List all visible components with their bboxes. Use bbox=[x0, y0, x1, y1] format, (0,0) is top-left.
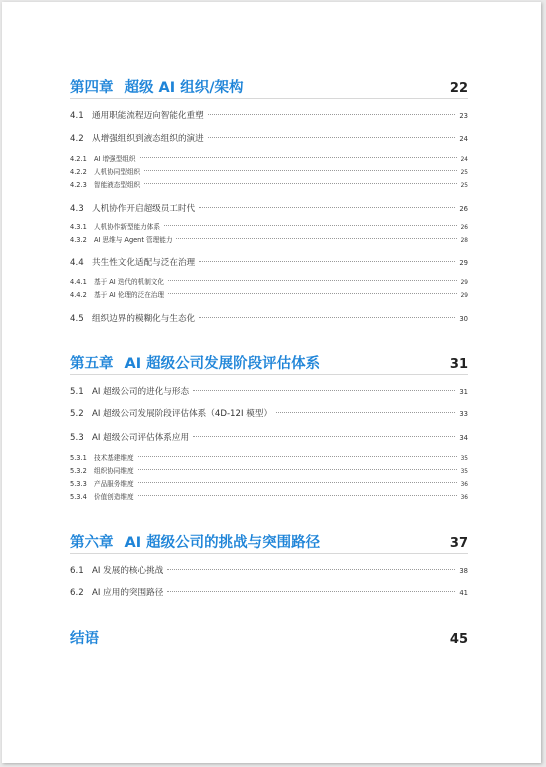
page-number: 24 bbox=[459, 135, 468, 143]
section-title: 组织边界的模糊化与生态化 bbox=[92, 314, 196, 324]
page-number: 22 bbox=[449, 81, 468, 96]
section-number: 4.5 bbox=[70, 314, 84, 324]
subsection-number: 4.3.2 bbox=[70, 236, 87, 244]
toc-subsection-4-2-1[interactable] bbox=[70, 153, 468, 163]
dot-leader bbox=[176, 238, 456, 239]
toc-subsection-4-3-1[interactable] bbox=[70, 221, 468, 231]
toc-subsection-4-2-3[interactable] bbox=[70, 179, 468, 189]
page-number: 25 bbox=[460, 183, 468, 189]
section-number: 5.2 bbox=[70, 409, 84, 419]
toc-subsection-5-3-2[interactable] bbox=[70, 465, 468, 475]
chapter-divider bbox=[70, 98, 468, 99]
dot-leader bbox=[208, 137, 456, 138]
page-number: 36 bbox=[460, 482, 468, 488]
subsection-title: 技术基建维度 bbox=[94, 454, 134, 462]
dot-leader bbox=[138, 482, 457, 483]
dot-leader bbox=[144, 170, 456, 171]
subsection-number: 5.3.4 bbox=[70, 493, 87, 501]
page-number: 31 bbox=[459, 388, 468, 396]
subsection-title: 价值创造维度 bbox=[94, 493, 134, 501]
toc-chapter-5[interactable] bbox=[70, 352, 468, 373]
dot-leader bbox=[199, 261, 455, 262]
toc-section-4-2[interactable] bbox=[70, 132, 468, 144]
section-number: 5.3 bbox=[70, 433, 84, 443]
page-number: 29 bbox=[460, 293, 468, 299]
dot-leader bbox=[138, 456, 457, 457]
subsection-title: AI 思维与 Agent 管理能力 bbox=[94, 236, 173, 244]
section-title: 通用职能流程迈向智能化重塑 bbox=[92, 111, 204, 121]
subsection-number: 5.3.1 bbox=[70, 454, 87, 462]
section-number: 5.1 bbox=[70, 387, 84, 397]
section-number: 4.1 bbox=[70, 111, 84, 121]
page-number: 41 bbox=[459, 589, 468, 597]
page-number: 24 bbox=[460, 157, 468, 163]
section-title: AI 发展的核心挑战 bbox=[92, 566, 164, 576]
dot-leader bbox=[168, 280, 457, 281]
subsection-title: 人机协作新型能力体系 bbox=[94, 223, 160, 231]
subsection-number: 4.4.1 bbox=[70, 278, 87, 286]
toc-section-5-2[interactable] bbox=[70, 407, 468, 419]
page-number: 37 bbox=[449, 536, 468, 551]
toc-section-5-1[interactable] bbox=[70, 385, 468, 397]
section-number: 6.2 bbox=[70, 588, 84, 598]
page-number: 29 bbox=[459, 259, 468, 267]
section-title: 人机协作开启超级员工时代 bbox=[92, 204, 196, 214]
toc-section-4-3[interactable] bbox=[70, 202, 468, 214]
chapter-number: 第四章 bbox=[70, 80, 114, 96]
subsection-number: 5.3.2 bbox=[70, 467, 87, 475]
chapter-title: 超级 AI 组织/架构 bbox=[124, 80, 244, 96]
section-number: 4.2 bbox=[70, 134, 84, 144]
section-number: 4.3 bbox=[70, 204, 84, 214]
subsection-number: 4.4.2 bbox=[70, 291, 87, 299]
page-number: 34 bbox=[459, 434, 468, 442]
subsection-title: 基于 AI 迭代的机制文化 bbox=[94, 278, 164, 286]
subsection-number: 4.3.1 bbox=[70, 223, 87, 231]
page-number: 26 bbox=[459, 205, 468, 213]
toc-section-5-3[interactable] bbox=[70, 431, 468, 443]
page-number: 25 bbox=[460, 170, 468, 176]
dot-leader bbox=[199, 207, 455, 208]
toc-chapter-6[interactable] bbox=[70, 531, 468, 552]
page-number: 28 bbox=[460, 238, 468, 244]
toc-subsection-5-3-3[interactable] bbox=[70, 478, 468, 488]
chapter-number: 第五章 bbox=[70, 356, 114, 372]
subsection-title: AI 增强型组织 bbox=[94, 155, 136, 163]
dot-leader bbox=[208, 114, 456, 115]
chapter-divider bbox=[70, 553, 468, 554]
toc-section-6-1[interactable] bbox=[70, 564, 468, 576]
section-title: 共生性文化适配与泛在治理 bbox=[92, 258, 196, 268]
section-title: AI 超级公司的进化与形态 bbox=[92, 387, 190, 397]
document-page bbox=[2, 2, 541, 763]
chapter-number: 第六章 bbox=[70, 535, 114, 551]
page-number: 31 bbox=[449, 357, 468, 372]
dot-leader bbox=[276, 412, 455, 413]
toc-subsection-4-3-2[interactable] bbox=[70, 234, 468, 244]
section-title: 从增强组织到液态组织的演进 bbox=[92, 134, 204, 144]
toc-section-4-1[interactable] bbox=[70, 109, 468, 121]
section-title: AI 应用的突围路径 bbox=[92, 588, 164, 598]
subsection-title: 产品服务维度 bbox=[94, 480, 134, 488]
dot-leader bbox=[138, 495, 457, 496]
toc-section-6-2[interactable] bbox=[70, 586, 468, 598]
dot-leader bbox=[167, 569, 455, 570]
page-number: 33 bbox=[459, 410, 468, 418]
section-number: 6.1 bbox=[70, 566, 84, 576]
subsection-number: 5.3.3 bbox=[70, 480, 87, 488]
subsection-title: 智能液态型组织 bbox=[94, 181, 141, 189]
dot-leader bbox=[199, 317, 455, 318]
toc-subsection-4-4-1[interactable] bbox=[70, 276, 468, 286]
section-title: AI 超级公司发展阶段评估体系（4D-12I 模型） bbox=[92, 409, 273, 419]
dot-leader bbox=[140, 157, 457, 158]
page-number: 23 bbox=[459, 112, 468, 120]
subsection-number: 4.2.1 bbox=[70, 155, 87, 163]
page-number: 26 bbox=[460, 225, 468, 231]
toc-subsection-5-3-1[interactable] bbox=[70, 452, 468, 462]
page-number: 38 bbox=[459, 567, 468, 575]
dot-leader bbox=[167, 591, 455, 592]
page-number: 35 bbox=[460, 469, 468, 475]
subsection-number: 4.2.2 bbox=[70, 168, 87, 176]
subsection-title: 人机协同型组织 bbox=[94, 168, 141, 176]
subsection-title: 基于 AI 伦理的泛在治理 bbox=[94, 291, 164, 299]
toc-subsection-5-3-4[interactable] bbox=[70, 491, 468, 501]
dot-leader bbox=[168, 293, 457, 294]
subsection-number: 4.2.3 bbox=[70, 181, 87, 189]
toc-section-4-5[interactable] bbox=[70, 312, 468, 324]
toc-subsection-4-2-2[interactable] bbox=[70, 166, 468, 176]
dot-leader bbox=[193, 390, 455, 391]
chapter-title: AI 超级公司的挑战与突围路径 bbox=[124, 535, 321, 551]
page-number: 36 bbox=[460, 495, 468, 501]
section-number: 4.4 bbox=[70, 258, 84, 268]
chapter-divider bbox=[70, 374, 468, 375]
dot-leader bbox=[144, 183, 456, 184]
toc-chapter-4[interactable] bbox=[70, 76, 468, 97]
page-number: 29 bbox=[460, 280, 468, 286]
toc-epilogue[interactable] bbox=[70, 627, 468, 648]
dot-leader bbox=[193, 436, 455, 437]
chapter-title: 结语 bbox=[70, 631, 99, 647]
toc-subsection-4-4-2[interactable] bbox=[70, 289, 468, 299]
chapter-title: AI 超级公司发展阶段评估体系 bbox=[124, 356, 321, 372]
page-number: 35 bbox=[460, 456, 468, 462]
section-title: AI 超级公司评估体系应用 bbox=[92, 433, 190, 443]
toc-section-4-4[interactable] bbox=[70, 256, 468, 268]
page-number: 30 bbox=[459, 315, 468, 323]
page-number: 45 bbox=[449, 632, 468, 647]
dot-leader bbox=[164, 225, 457, 226]
dot-leader bbox=[138, 469, 457, 470]
subsection-title: 组织协同维度 bbox=[94, 467, 134, 475]
